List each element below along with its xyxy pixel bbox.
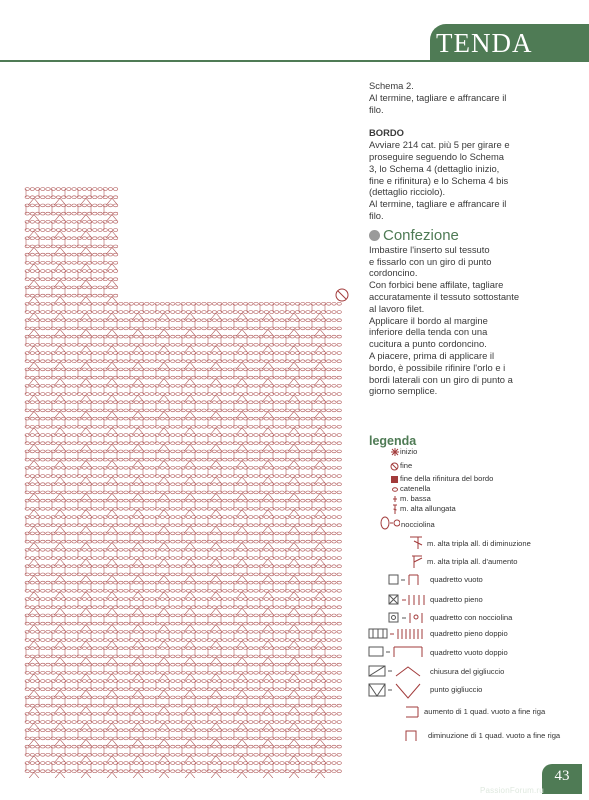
decrease-mesh-icon <box>404 729 420 743</box>
confezione-heading <box>369 228 565 244</box>
lily-stitch-icon <box>368 682 428 702</box>
legend-item: chiusura del gigliuccio <box>430 667 505 676</box>
picot-mesh-icon <box>388 612 428 624</box>
single-crochet-icon <box>392 495 398 503</box>
legend-item: fine <box>400 461 413 470</box>
bordo-line: (dettaglio ricciolo). <box>369 186 446 198</box>
confezione-line: Con forbici bene affilate, tagliare <box>369 279 504 291</box>
bordo-line: 3, lo Schema 4 (dettaglio inizio, <box>369 162 500 174</box>
page-number: 43 <box>554 768 570 784</box>
lily-closure-icon <box>368 664 428 678</box>
confezione-line: cucitura a punto cordoncino. <box>369 338 487 350</box>
legend-item: quadretto vuoto doppio <box>430 648 508 657</box>
confezione-line: inferiore della tenda con una <box>369 326 488 338</box>
header-rule <box>0 60 430 62</box>
increase-stitch-icon <box>410 554 424 570</box>
extended-stitch-icon <box>392 504 398 515</box>
legend-item: nocciolina <box>401 520 435 529</box>
confezione-line: bordi laterali con un giro di punto a <box>369 373 513 385</box>
confezione-line: Applicare il bordo al margine <box>369 314 488 326</box>
legend-item: m. bassa <box>400 494 431 503</box>
chart-stitch-pattern <box>25 188 341 778</box>
bordo-line: Al termine, tagliare e affrancare il <box>369 198 507 210</box>
legend-item: m. alta tripla all. d'aumento <box>427 557 518 566</box>
legend-item: catenella <box>400 484 431 493</box>
bordo-line: filo. <box>369 209 384 221</box>
confezione-line: accuratamente il tessuto sottostante <box>369 290 520 302</box>
legend-item: m. alta tripla all. di diminuzione <box>427 539 531 548</box>
legend-item: diminuzione di 1 quad. vuoto a fine riga <box>428 731 561 740</box>
watermark: PassionForum.ru <box>480 786 544 795</box>
confezione-line: bordo, è possibile rifinire l'orlo e i <box>369 361 506 373</box>
legend-title: legenda <box>369 434 417 448</box>
legend-item: quadretto pieno <box>430 595 483 604</box>
legend-item: quadretto vuoto <box>430 575 483 584</box>
legend-item: quadretto pieno doppio <box>430 629 508 638</box>
start-asterisk-icon <box>391 448 399 456</box>
bullet-dot-icon <box>369 230 380 241</box>
legend-item: fine della rifinitura del bordo <box>400 474 494 483</box>
double-open-mesh-icon <box>368 645 428 659</box>
instructions-column <box>369 80 565 397</box>
bordo-line: Avviare 214 cat. più 5 per girare e <box>369 139 510 151</box>
increase-mesh-icon <box>404 705 420 719</box>
page-title: TENDA <box>436 28 533 58</box>
legend-item: punto gigliuccio <box>430 685 483 694</box>
chain-oval-icon <box>392 487 398 492</box>
schema2-line: Al termine, tagliare e affrancare il <box>369 91 507 103</box>
confezione-line: cordoncino. <box>369 267 418 279</box>
legend-item: m. alta allungata <box>400 504 456 513</box>
bordo-line: proseguire seguendo lo Schema <box>369 150 504 162</box>
legend-item: aumento di 1 quad. vuoto a fine riga <box>424 707 546 716</box>
confezione-line: Imbastire l'inserto sul tessuto <box>369 243 490 255</box>
decrease-stitch-icon <box>408 535 424 551</box>
legend-item: inizio <box>400 447 418 456</box>
schema2-line: filo. <box>369 103 384 115</box>
schema2-line: Schema 2. <box>369 80 414 91</box>
crochet-chart <box>22 186 352 778</box>
filled-mesh-icon <box>388 594 428 606</box>
double-filled-mesh-icon <box>368 628 428 640</box>
legend-item: quadretto con nocciolina <box>430 613 513 622</box>
picot-icon <box>380 516 400 530</box>
end-circle-icon <box>390 462 399 471</box>
confezione-line: e fissarlo con un giro di punto <box>369 255 492 267</box>
confezione-line: al lavoro filet. <box>369 302 425 314</box>
bordo-heading: BORDO <box>369 127 404 139</box>
confezione-line: A piacere, prima di applicare il <box>369 349 495 361</box>
chart-end-marker-slash <box>338 291 346 299</box>
confezione-line: giorno semplice. <box>369 385 438 397</box>
bordo-line: fine e rifinitura) e lo Schema 4 bis <box>369 174 509 186</box>
filled-square-icon <box>391 476 398 483</box>
confezione-title: Confezione <box>383 226 459 244</box>
open-mesh-icon <box>388 574 426 586</box>
